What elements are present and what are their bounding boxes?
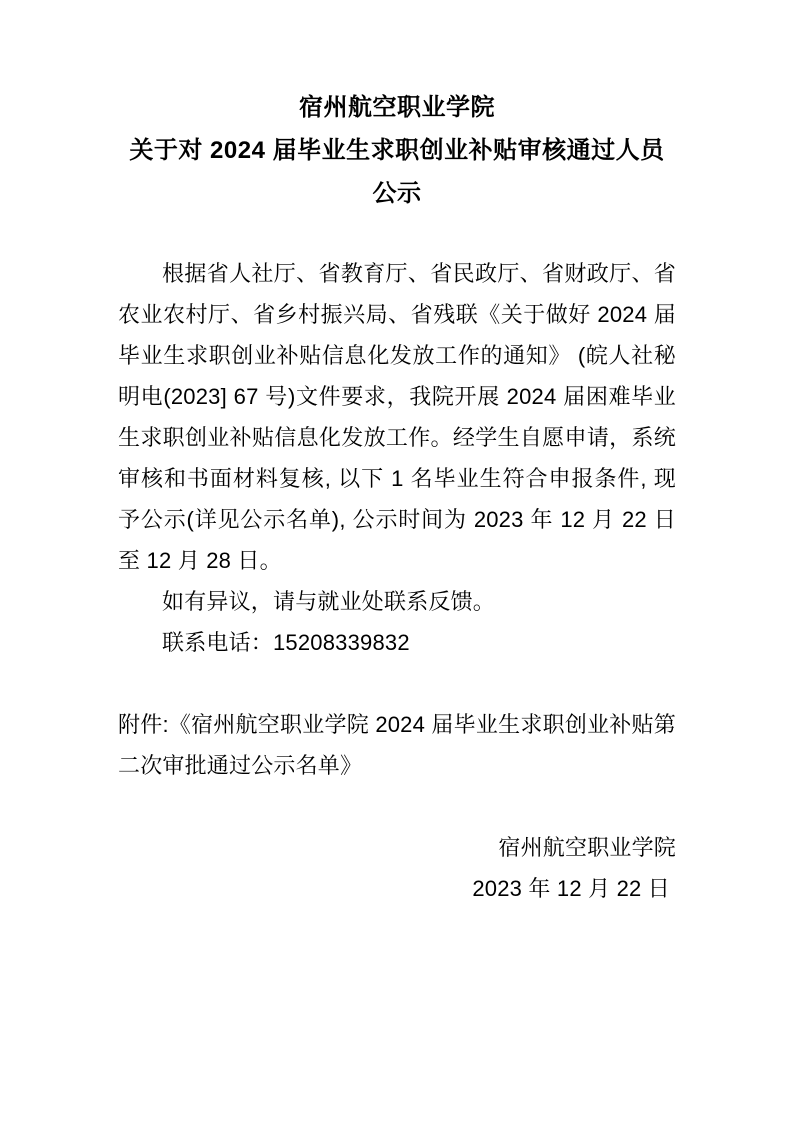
signature-date: 2023 年 12 月 22 日 (472, 876, 670, 901)
document-org-title: 宿州航空职业学院 (299, 94, 495, 121)
paragraph-objection-notice: 如有异议，请与就业处联系反馈。 (162, 589, 496, 614)
signature-block (118, 827, 676, 909)
signature-organization: 宿州航空职业学院 (498, 835, 676, 860)
paragraph-contact-phone: 联系电话：15208339832 (162, 630, 410, 655)
attachment-note: 附件:《宿州航空职业学院 2024 届毕业生求职创业补贴第二次审批通过公示名单》 (118, 712, 676, 778)
paragraph-policy-basis: 根据省人社厅、省教育厅、省民政厅、省财政厅、省农业农村厅、省乡村振兴局、省残联《关于做好 2024 届毕业生求职创业补贴信息化发放工作的通知》 (皖人社秘明电(2023] 67 号)文件要求，我院开展 2024 届困难毕业生求职创业补贴信息化发放工作。经学生自愿申请，系统审核和书面材料复核, 以下 1 名毕业生符合申报条件, 现予公示(详见公示名单), 公示时间为 2023 年 12 月 22 日至 12 月 28 日。 (118, 261, 676, 573)
document-notice-title: 关于对 2024 届毕业生求职创业补贴审核通过人员公示 (129, 137, 665, 207)
